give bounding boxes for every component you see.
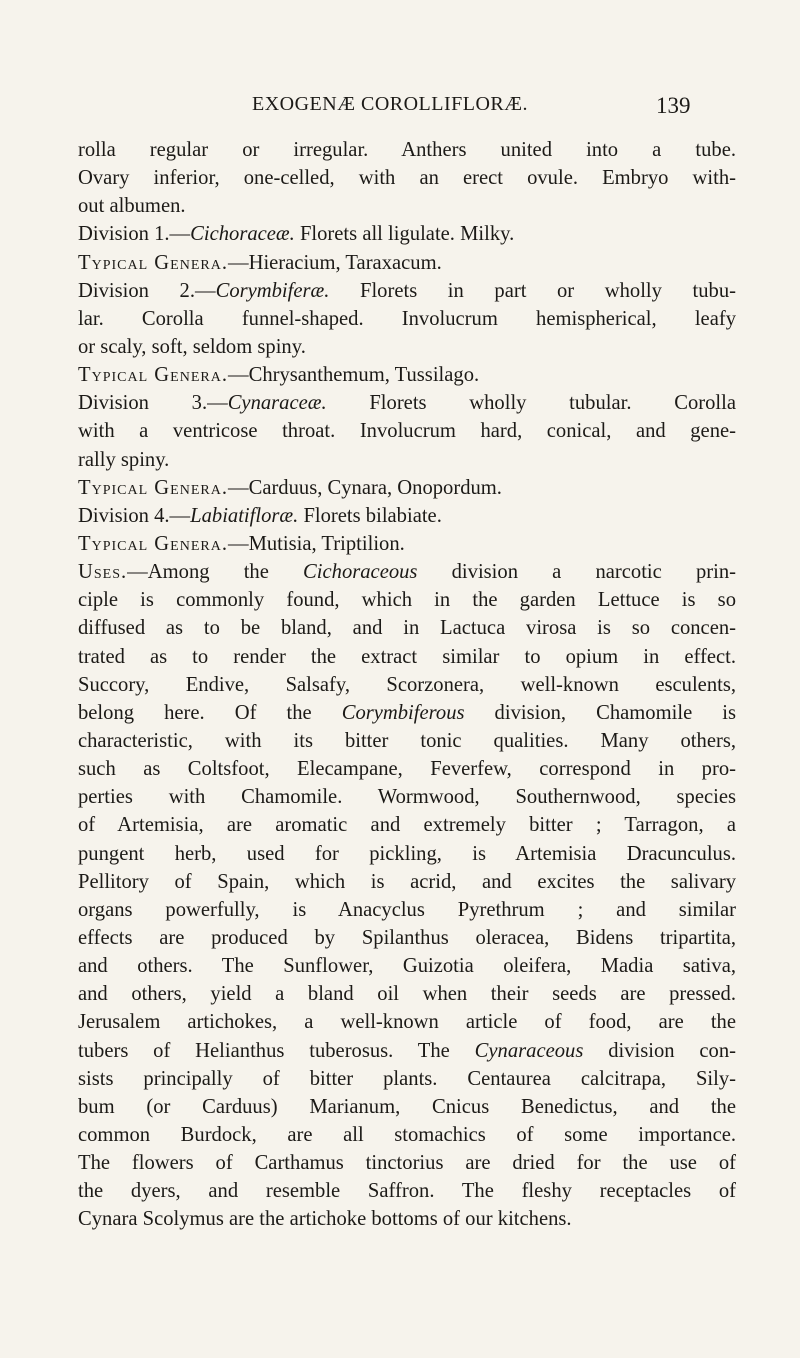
body-text bbox=[78, 136, 736, 1233]
text-line bbox=[78, 220, 736, 248]
text-run: —Chrysanthemum, Tussilago. bbox=[227, 364, 480, 387]
text-line bbox=[78, 980, 736, 1008]
text-line bbox=[78, 586, 736, 614]
text-run: organs powerfully, is Anacyclus Pyrethrum ; and similar bbox=[78, 898, 736, 921]
italic-term: Cynaraceous bbox=[474, 1039, 584, 1062]
text-run: rolla regular or irregular. Anthers united into a tube. bbox=[78, 139, 736, 161]
text-run: rally spiny. bbox=[78, 448, 170, 471]
text-run: Division 1.— bbox=[78, 223, 191, 246]
text-line bbox=[78, 727, 736, 755]
text-run: —Hieracium, Taraxacum. bbox=[227, 251, 442, 274]
text-line bbox=[78, 333, 736, 361]
text-run: ciple is commonly found, which in the garden Lettuce is so bbox=[78, 589, 736, 612]
text-line bbox=[78, 136, 736, 164]
text-run: the dyers, and resemble Saffron. The fleshy receptacles of bbox=[78, 1180, 736, 1203]
text-line bbox=[78, 417, 736, 445]
text-run: Jerusalem artichokes, a well-known article of food, are the bbox=[78, 1011, 736, 1034]
text-line bbox=[78, 755, 736, 783]
text-run: diffused as to be bland, and in Lactuca virosa is so concen- bbox=[78, 617, 736, 640]
text-run: or scaly, soft, seldom spiny. bbox=[78, 335, 306, 358]
text-line bbox=[78, 924, 736, 952]
text-run: sists principally of bitter plants. Centaurea calcitrapa, Sily- bbox=[78, 1067, 736, 1090]
text-run: division, Chamomile is bbox=[464, 701, 736, 724]
text-run: Florets in part or wholly tubu- bbox=[329, 279, 736, 302]
text-line bbox=[78, 868, 736, 896]
text-line bbox=[78, 192, 736, 220]
text-run: —Among the bbox=[127, 561, 304, 584]
text-run: pungent herb, used for pickling, is Artemisia Dracunculus. bbox=[78, 842, 736, 865]
text-run: with a ventricose throat. Involucrum hard, conical, and gene- bbox=[78, 420, 736, 443]
italic-term: Labiatifloræ. bbox=[190, 504, 299, 527]
small-caps-heading: Typical Genera. bbox=[78, 364, 228, 387]
text-line bbox=[78, 502, 736, 530]
text-line bbox=[78, 1177, 736, 1205]
small-caps-heading: Typical Genera. bbox=[78, 532, 228, 555]
text-line bbox=[78, 699, 736, 727]
text-line bbox=[78, 361, 736, 389]
text-line bbox=[78, 530, 736, 558]
text-run: such as Coltsfoot, Elecampane, Feverfew, correspond in pro- bbox=[78, 758, 736, 781]
text-run: perties with Chamomile. Wormwood, Southernwood, species bbox=[78, 786, 736, 809]
small-caps-heading: Typical Genera. bbox=[78, 476, 228, 499]
text-run: of Artemisia, are aromatic and extremely bitter ; Tarragon, a bbox=[78, 814, 736, 837]
page-number: 139 bbox=[656, 93, 691, 118]
text-run: Division 4.— bbox=[78, 504, 191, 527]
italic-term: Corymbiferæ. bbox=[215, 279, 330, 302]
text-run: and others, yield a bland oil when their seeds are pressed. bbox=[78, 983, 736, 1006]
text-run: —Mutisia, Triptilion. bbox=[227, 532, 405, 555]
text-line bbox=[78, 1008, 736, 1036]
running-head-title: EXOGENÆ COROLLIFLORÆ. bbox=[252, 93, 529, 115]
text-line bbox=[78, 840, 736, 868]
text-run: characteristic, with its bitter tonic qualities. Many others, bbox=[78, 729, 736, 752]
text-line bbox=[78, 671, 736, 699]
text-line bbox=[78, 446, 736, 474]
text-line bbox=[78, 1205, 736, 1233]
text-line bbox=[78, 1149, 736, 1177]
text-run: division con- bbox=[583, 1039, 736, 1062]
text-line bbox=[78, 305, 736, 333]
small-caps-heading: Typical Genera. bbox=[78, 251, 228, 274]
text-line bbox=[78, 952, 736, 980]
text-line bbox=[78, 614, 736, 642]
text-line bbox=[78, 783, 736, 811]
text-run: and others. The Sunflower, Guizotia oleifera, Madia sativa, bbox=[78, 955, 736, 978]
text-run: out albumen. bbox=[78, 195, 186, 218]
text-line bbox=[78, 474, 736, 502]
italic-term: Cynaraceæ. bbox=[227, 392, 327, 415]
text-run: Cynara Scolymus are the artichoke bottoms of our kitchens. bbox=[78, 1208, 572, 1231]
text-run: Florets wholly tubular. Corolla bbox=[326, 392, 736, 415]
text-line bbox=[78, 1037, 736, 1065]
text-run: bum (or Carduus) Marianum, Cnicus Benedictus, and the bbox=[78, 1095, 736, 1118]
text-run: Division 3.— bbox=[78, 392, 228, 415]
text-run: trated as to render the extract similar to opium in effect. bbox=[78, 645, 736, 668]
text-line bbox=[78, 389, 736, 417]
text-run: Division 2.— bbox=[78, 279, 216, 302]
text-run: division a narcotic prin- bbox=[417, 561, 736, 584]
text-run: The flowers of Carthamus tinctorius are dried for the use of bbox=[78, 1152, 736, 1175]
text-line bbox=[78, 643, 736, 671]
text-line bbox=[78, 249, 736, 277]
text-line bbox=[78, 896, 736, 924]
italic-term: Cichoraceæ. bbox=[190, 223, 295, 246]
text-line bbox=[78, 811, 736, 839]
text-run: Ovary inferior, one-celled, with an erect ovule. Embryo with- bbox=[78, 167, 736, 190]
small-caps-heading: Uses. bbox=[78, 561, 128, 584]
text-line bbox=[78, 1121, 736, 1149]
text-line bbox=[78, 164, 736, 192]
text-line bbox=[78, 558, 736, 586]
running-head bbox=[0, 93, 800, 123]
italic-term: Cichoraceous bbox=[303, 561, 418, 584]
italic-term: Corymbiferous bbox=[341, 701, 465, 724]
text-run: common Burdock, are all stomachics of some importance. bbox=[78, 1123, 736, 1146]
text-run: Florets all ligulate. Milky. bbox=[294, 223, 515, 246]
text-line bbox=[78, 277, 736, 305]
text-run: belong here. Of the bbox=[78, 701, 342, 724]
text-line bbox=[78, 1065, 736, 1093]
text-run: Florets bilabiate. bbox=[298, 504, 442, 527]
text-run: Succory, Endive, Salsafy, Scorzonera, well-known esculents, bbox=[78, 673, 736, 696]
text-run: lar. Corolla funnel-shaped. Involucrum hemispherical, leafy bbox=[78, 307, 736, 330]
text-run: Pellitory of Spain, which is acrid, and excites the salivary bbox=[78, 870, 736, 893]
text-run: effects are produced by Spilanthus oleracea, Bidens tripartita, bbox=[78, 926, 736, 949]
text-run: —Carduus, Cynara, Onopordum. bbox=[227, 476, 502, 499]
text-run: tubers of Helianthus tuberosus. The bbox=[78, 1039, 475, 1062]
text-line bbox=[78, 1093, 736, 1121]
